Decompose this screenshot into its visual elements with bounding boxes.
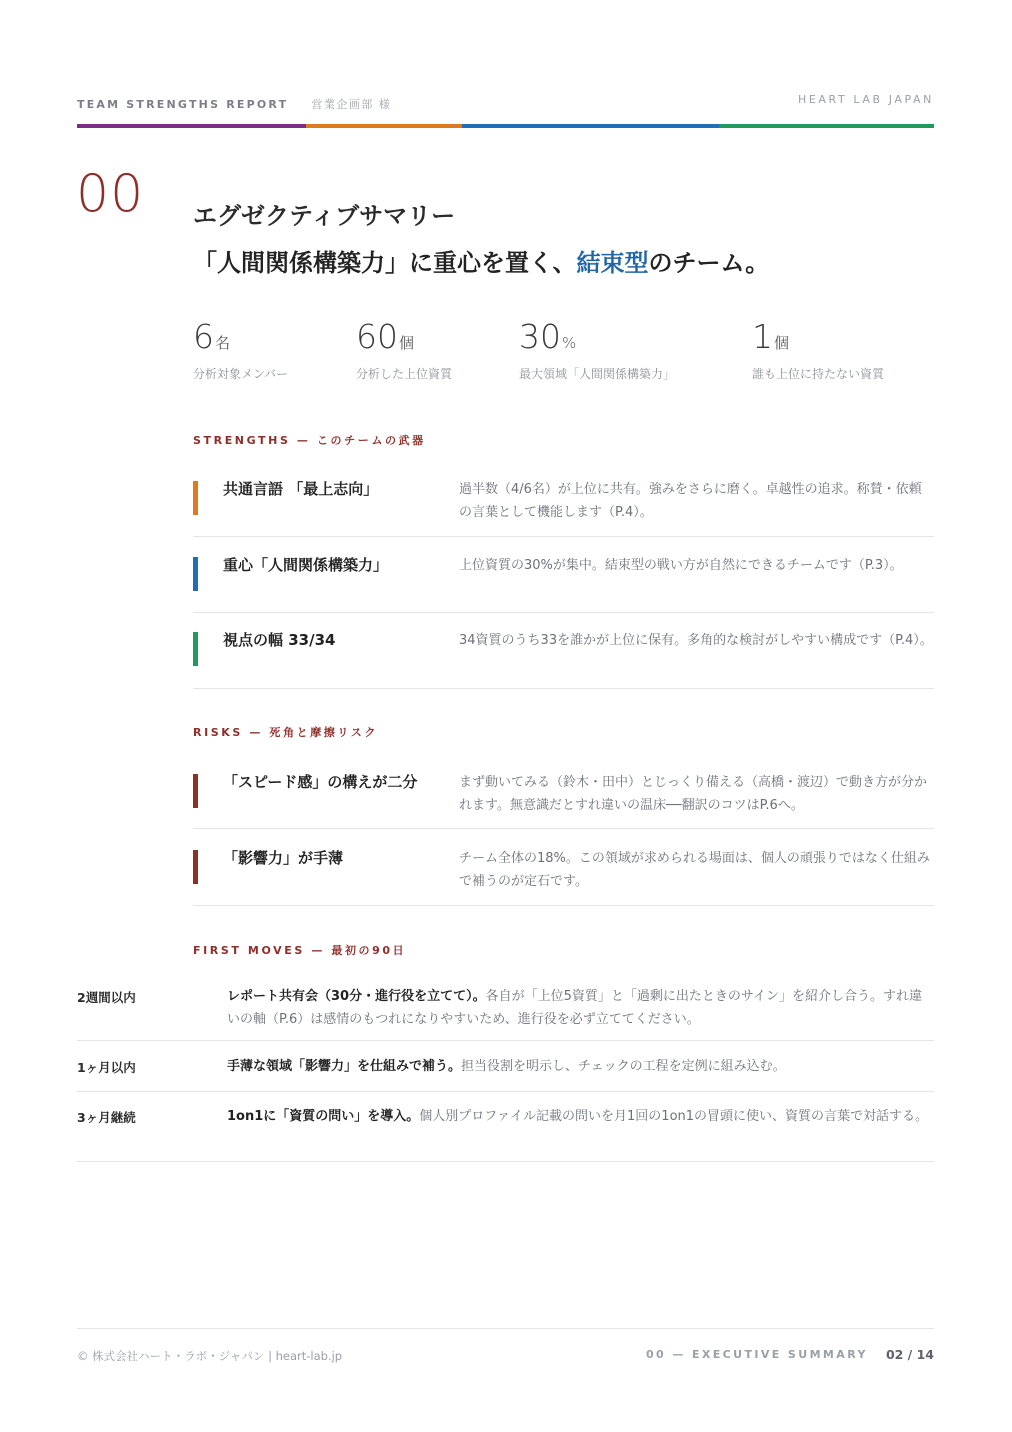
stat-unit: 名 — [215, 334, 231, 352]
stat-label: 分析対象メンバー — [193, 367, 289, 381]
risk-title: 「影響力」が手薄 — [223, 849, 344, 867]
strength-title: 重心「人間関係構築力」 — [223, 556, 389, 574]
rule-segment-orange — [306, 124, 462, 128]
stat-label: 最大領域「人間関係構築力」 — [519, 367, 676, 381]
footer-copyright: © 株式会社ハート・ラボ・ジャパン | heart-lab.jp — [77, 1349, 343, 1363]
page-number: 02 / 14 — [885, 1347, 934, 1362]
strengths-label: STRENGTHS — このチームの武器 — [193, 434, 426, 447]
move-timeframe: 3ヶ月継続 — [77, 1110, 136, 1125]
stat-label: 分析した上位資質 — [356, 367, 453, 381]
risk-color-bar — [193, 774, 198, 808]
rule-segment-purple — [77, 124, 306, 128]
move-description — [227, 985, 933, 1031]
risks-label: RISKS — 死角と摩擦リスク — [193, 726, 378, 739]
risk-description: チーム全体の18%。この領域が求められる場面は、個人の頑張りではなく仕組みで補うのが定石です。 — [459, 851, 930, 889]
page-header — [77, 93, 934, 109]
lead-text-before: 「人間関係構築力」に重心を置く、 — [193, 249, 577, 277]
strength-color-bar — [193, 557, 198, 591]
risk-color-bar — [193, 850, 198, 884]
strength-color-bar — [193, 481, 198, 515]
strength-title: 共通言語 「最上志向」 — [223, 480, 379, 498]
move-timeframe: 2週間以内 — [77, 990, 136, 1005]
header-color-rule — [77, 124, 934, 128]
move-item — [77, 1105, 934, 1162]
move-action: レポート共有会（30分・進行役を立てて）。 — [227, 989, 486, 1004]
footer-divider — [77, 1328, 934, 1329]
risk-title: 「スピード感」の構えが二分 — [223, 773, 418, 791]
stat-top-themes — [356, 317, 453, 382]
move-action: 1on1に「資質の問い」を導入。 — [227, 1109, 420, 1124]
move-detail: 各自が「上位5資質」と「過剰に出たときのサイン」を紹介し合う。すれ違いの軸（P.6）は感情のもつれになりやすいため、進行役を必ず立ててください。 — [227, 989, 922, 1027]
stat-missing-theme — [752, 317, 885, 382]
report-title: TEAM STRENGTHS REPORT — [77, 98, 289, 111]
move-detail: 担当役割を明示し、チェックの工程を定例に組み込む。 — [461, 1059, 786, 1074]
footer-section: 00 — EXECUTIVE SUMMARY — [646, 1348, 868, 1361]
risk-item — [193, 771, 934, 829]
section-number: 00 — [76, 164, 145, 224]
move-action: 手薄な領域「影響力」を仕組みで補う。 — [227, 1059, 462, 1074]
strength-item — [193, 478, 934, 537]
strength-item — [193, 629, 934, 689]
move-description — [227, 1105, 933, 1128]
section-title: エグゼクティブサマリー — [193, 202, 456, 230]
move-item — [77, 985, 934, 1041]
client-name: 営業企画部 様 — [311, 98, 392, 111]
risk-item — [193, 847, 934, 906]
strength-description: 上位資質の30%が集中。結束型の戦い方が自然にできるチームです（P.3）。 — [459, 558, 903, 573]
move-item — [77, 1055, 934, 1092]
strength-description: 過半数（4/6名）が上位に共有。強みをさらに磨く。卓越性の追求。称賛・依頼の言葉として機能します（P.4）。 — [459, 482, 922, 520]
lead-highlight: 結束型 — [576, 249, 649, 277]
stat-value: 60 — [356, 317, 398, 356]
rule-segment-blue — [462, 124, 719, 128]
move-detail: 個人別プロファイル記載の問いを月1回の1on1の冒頭に使い、資質の言葉で対話する。 — [419, 1109, 929, 1124]
first-moves-label: FIRST MOVES — 最初の90日 — [193, 944, 407, 957]
strength-color-bar — [193, 632, 198, 666]
stat-max-domain — [519, 317, 676, 382]
strength-description: 34資質のうち33を誰かが上位に保有。多角的な検討がしやすい構成です（P.4）。 — [459, 633, 933, 648]
strength-title: 視点の幅 33/34 — [223, 631, 336, 649]
move-timeframe: 1ヶ月以内 — [77, 1060, 136, 1075]
section-lead — [193, 243, 769, 278]
stat-unit: % — [562, 334, 577, 352]
risk-description: まず動いてみる（鈴木・田中）とじっくり備える（高橋・渡辺）で動き方が分かれます。無意識だとすれ違いの温床──翻訳のコツはP.6へ。 — [459, 775, 928, 813]
lead-text-after: のチーム。 — [648, 249, 770, 277]
stat-label: 誰も上位に持たない資質 — [752, 367, 885, 381]
stat-unit: 個 — [774, 334, 790, 352]
stat-unit: 個 — [399, 334, 415, 352]
move-description — [227, 1055, 933, 1078]
brand-name: HEART LAB JAPAN — [797, 93, 934, 106]
rule-segment-green — [719, 124, 934, 128]
strength-item — [193, 554, 934, 613]
stat-value: 1 — [752, 317, 773, 356]
stat-members — [193, 317, 289, 382]
stat-value: 30 — [519, 317, 561, 356]
stat-value: 6 — [193, 317, 214, 356]
